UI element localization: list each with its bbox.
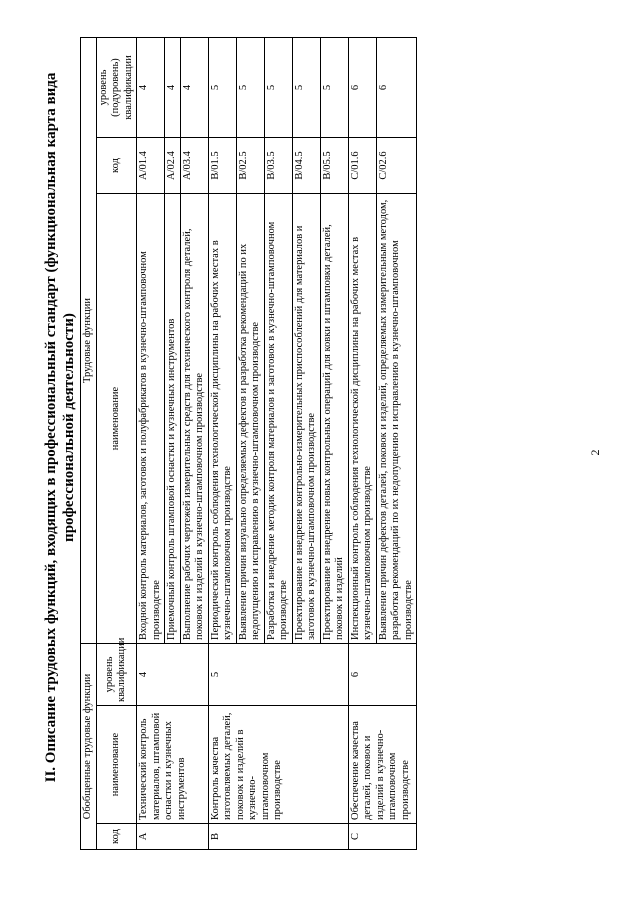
function-code-cell: A/01.4: [137, 138, 165, 194]
page-number: 2: [588, 449, 602, 456]
group-level-cell: 5: [208, 644, 348, 706]
group-name-header: наименование: [96, 706, 137, 824]
function-level-cell: 5: [208, 37, 236, 137]
function-name-cell: Разработка и внедрение методик контроля материалов и заготовок в кузнечно-штамповочном производстве: [264, 194, 292, 644]
function-name-cell: Выявление причин дефектов деталей, поковок и изделий, определяемых измерительным методом, разработка рекомендаций по их недопущению и исправлению в кузнечно-штамповочном производстве: [376, 194, 417, 644]
group-code-cell: C: [348, 824, 417, 850]
function-code-cell: B/03.5: [264, 138, 292, 194]
function-name-header: наименование: [96, 194, 137, 644]
generalized-functions-header: Обобщенные трудовые функции: [81, 644, 97, 850]
function-level-cell: 5: [264, 37, 292, 137]
labor-functions-header: Трудовые функции: [81, 37, 97, 643]
function-level-cell: 6: [348, 37, 376, 137]
function-level-cell: 4: [137, 37, 165, 137]
table-row: [208, 37, 236, 849]
function-name-cell: Выполнение рабочих чертежей измерительных средств для технического контроля деталей, поковок и изделий в кузнечно-штамповочном производстве: [180, 194, 208, 644]
function-code-cell: B/02.5: [236, 138, 264, 194]
function-level-cell: 4: [165, 37, 181, 137]
function-code-cell: B/05.5: [320, 138, 348, 194]
function-code-header: код: [96, 138, 137, 194]
function-name-cell: Входной контроль материалов, заготовок и полуфабрикатов в кузнечно-штамповочном производстве: [137, 194, 165, 644]
function-level-header: уровень (подуровень) квалификации: [96, 37, 137, 137]
function-code-cell: B/04.5: [292, 138, 320, 194]
function-name-cell: Инспекционный контроль соблюдения технологической дисциплины на рабочих местах в кузнечно-штамповочном производстве: [348, 194, 376, 644]
group-name-cell: Контроль качества изготовляемых деталей, поковок и изделий в кузнечно-штамповочном производстве: [208, 706, 348, 824]
function-name-cell: Приемочный контроль штамповой оснастки и кузнечных инструментов: [165, 194, 181, 644]
group-level-header: уровень квалификации: [96, 644, 137, 706]
table-row: [348, 37, 376, 849]
group-code-cell: A: [137, 824, 209, 850]
group-code-header: код: [96, 824, 137, 850]
page-title: [42, 40, 78, 815]
group-level-cell: 4: [137, 644, 209, 706]
function-code-cell: C/01.6: [348, 138, 376, 194]
function-level-cell: 4: [180, 37, 208, 137]
function-level-cell: 5: [292, 37, 320, 137]
function-name-cell: Периодический контроль соблюдения технологической дисциплины на рабочих местах в кузнечно-штамповочном производстве: [208, 194, 236, 644]
function-level-cell: 5: [236, 37, 264, 137]
header-row-bottom: [96, 37, 137, 849]
function-name-cell: Проектирование и внедрение контрольно-измерительных приспособлений для материалов и заготовок в кузнечно-штамповочном производстве: [292, 194, 320, 644]
header-row-top: [81, 37, 97, 849]
group-code-cell: B: [208, 824, 348, 850]
functional-map-table: [80, 37, 417, 850]
function-name-cell: Выявление причин визуально определяемых дефектов и разработка рекомендаций по их недопущению и исправлению в кузнечно-штамповочном производстве: [236, 194, 264, 644]
table-row: [137, 37, 165, 849]
group-level-cell: 6: [348, 644, 417, 706]
function-code-cell: C/02.6: [376, 138, 417, 194]
function-level-cell: 5: [320, 37, 348, 137]
function-level-cell: 6: [376, 37, 417, 137]
group-name-cell: Технический контроль материалов, штамповой оснастки и кузнечных инструментов: [137, 706, 209, 824]
function-name-cell: Проектирование и внедрение новых контрольных операций для ковки и штамповки деталей, поковок и изделий: [320, 194, 348, 644]
table-body: [137, 37, 417, 849]
function-code-cell: A/02.4: [165, 138, 181, 194]
function-code-cell: B/01.5: [208, 138, 236, 194]
function-code-cell: A/03.4: [180, 138, 208, 194]
title-line-2: профессиональной деятельности): [61, 313, 77, 542]
title-line-1: II. Описание трудовых функций, входящих в профессиональный стандарт (функциональная карта вида: [43, 72, 59, 783]
group-name-cell: Обеспечение качества деталей, поковок и изделий в кузнечно-штамповочном производстве: [348, 706, 417, 824]
